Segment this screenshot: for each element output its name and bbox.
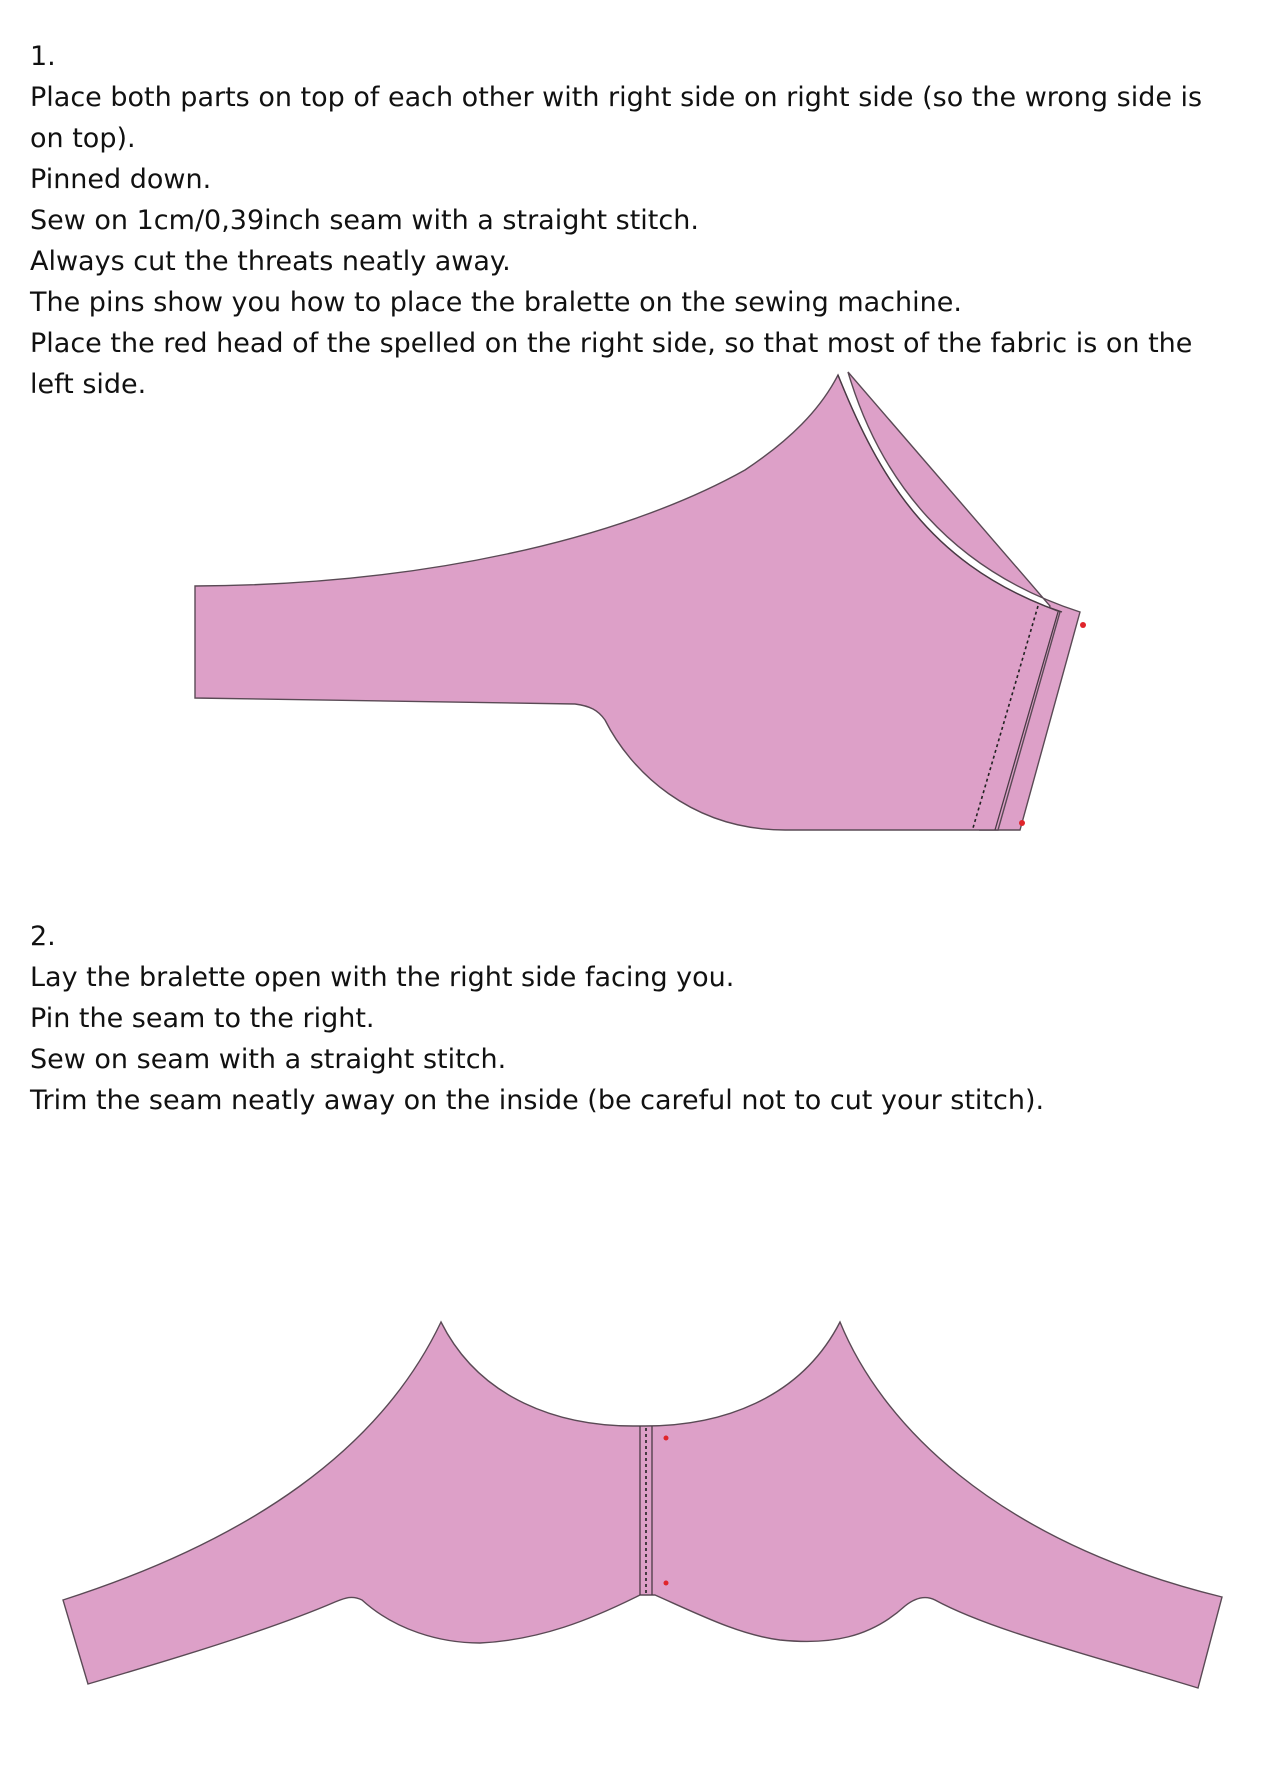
step-1 bbox=[30, 36, 1240, 405]
step-2-line: Pin the seam to the right. bbox=[30, 1003, 375, 1034]
step-1-number: 1. bbox=[30, 41, 56, 72]
step-2-line: Sew on seam with a straight stitch. bbox=[30, 1044, 507, 1075]
pin-head bbox=[664, 1581, 669, 1586]
pin-head bbox=[1019, 820, 1025, 826]
step-2-line: Lay the bralette open with the right side facing you. bbox=[30, 962, 735, 993]
step-1-line: Pinned down. bbox=[30, 164, 212, 195]
step-2-line: Trim the seam neatly away on the inside (be careful not to cut your stitch). bbox=[30, 1085, 1045, 1116]
step-2-illustration bbox=[0, 1300, 1264, 1720]
step-1-illustration bbox=[0, 360, 1264, 840]
step-2-number: 2. bbox=[30, 921, 56, 952]
step-1-line: Always cut the threats neatly away. bbox=[30, 246, 511, 277]
step-2 bbox=[30, 916, 1240, 1121]
bralette-front-layer bbox=[195, 375, 1060, 830]
step-1-line: The pins show you how to place the bralette on the sewing machine. bbox=[30, 287, 962, 318]
pin-head bbox=[664, 1436, 669, 1441]
step-1-line: Sew on 1cm/0,39inch seam with a straight stitch. bbox=[30, 205, 699, 236]
step-1-line: Place the red head of the spelled on the right side, so that most of the fabric is on the left side. bbox=[30, 328, 1193, 400]
bralette-opened bbox=[63, 1322, 1222, 1688]
step-1-line: Place both parts on top of each other with right side on right side (so the wrong side is on top). bbox=[30, 82, 1203, 154]
pin-head bbox=[1080, 622, 1086, 628]
